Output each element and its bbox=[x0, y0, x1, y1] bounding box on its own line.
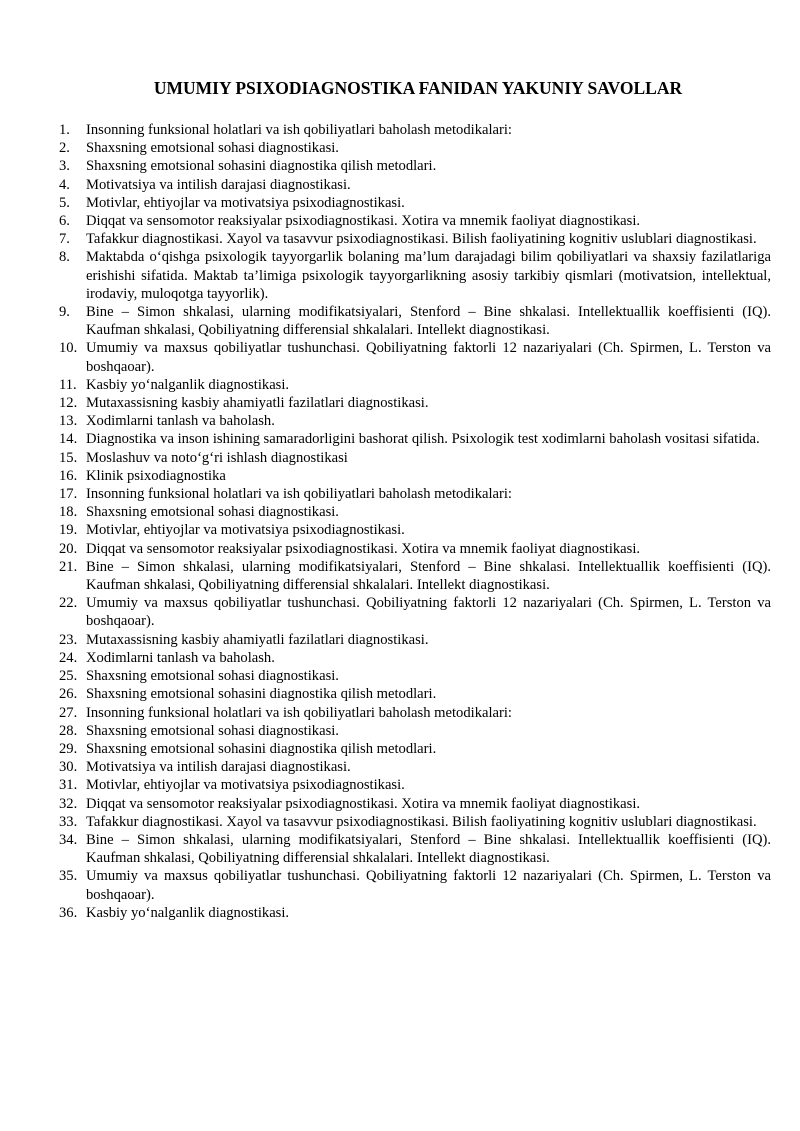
question-number: 18. bbox=[59, 504, 78, 521]
question-number: 4. bbox=[59, 176, 70, 193]
question-number: 7. bbox=[59, 231, 70, 248]
question-text: Tafakkur diagnostikasi. Xayol va tasavvur psixodiagnostikasi. Bilish faoliyatining kognitiv uslublari diagnostikasi. bbox=[86, 231, 757, 248]
question-item bbox=[59, 394, 771, 412]
question-item bbox=[59, 631, 771, 649]
question-item bbox=[59, 194, 771, 212]
question-number: 22. bbox=[59, 595, 78, 612]
question-item bbox=[59, 230, 771, 248]
question-item bbox=[59, 139, 771, 157]
question-number: 14. bbox=[59, 431, 78, 448]
question-item bbox=[59, 540, 771, 558]
question-number: 36. bbox=[59, 904, 78, 921]
question-item bbox=[59, 303, 771, 339]
question-text: Mutaxassisning kasbiy ahamiyatli fazilatlari diagnostikasi. bbox=[86, 631, 429, 648]
question-number: 27. bbox=[59, 704, 78, 721]
question-number: 17. bbox=[59, 486, 78, 503]
question-item bbox=[59, 558, 771, 594]
question-number: 15. bbox=[59, 449, 78, 466]
question-number: 21. bbox=[59, 558, 78, 575]
question-list bbox=[59, 121, 771, 922]
question-number: 29. bbox=[59, 740, 78, 757]
question-number: 11. bbox=[59, 376, 77, 393]
question-text: Diqqat va sensomotor reaksiyalar psixodiagnostikasi. Xotira va mnemik faoliyat diagnostikasi. bbox=[86, 540, 641, 557]
question-item bbox=[59, 740, 771, 758]
question-text: Umumiy va maxsus qobiliyatlar tushunchasi. Qobiliyatning faktorli 12 nazariyalari (Ch. Spirmen, L. Terston va boshqaoar). bbox=[86, 340, 771, 375]
question-text: Bine – Simon shkalasi, ularning modifikatsiyalari, Stenford – Bine shkalasi. Intellektuallik koeffisienti (IQ). Kaufman shkalasi, Qobiliyatning differensial shkalalari. Intellekt diagnostikasi. bbox=[86, 831, 771, 867]
question-number: 26. bbox=[59, 686, 78, 703]
question-item bbox=[59, 904, 771, 922]
question-text: Shaxsning emotsional sohasini diagnostika qilish metodlari. bbox=[86, 740, 437, 757]
question-text: Shaxsning emotsional sohasi diagnostikasi. bbox=[86, 140, 339, 157]
question-item bbox=[59, 758, 771, 776]
question-text: Motivlar, ehtiyojlar va motivatsiya psixodiagnostikasi. bbox=[86, 777, 405, 794]
question-number: 33. bbox=[59, 813, 78, 830]
question-item bbox=[59, 121, 771, 139]
question-text: Xodimlarni tanlash va baholash. bbox=[86, 649, 275, 666]
question-item bbox=[59, 485, 771, 503]
question-number: 20. bbox=[59, 540, 78, 557]
question-item bbox=[59, 430, 771, 448]
question-text: Kasbiy yo‘nalganlik diagnostikasi. bbox=[86, 904, 290, 921]
question-number: 6. bbox=[59, 213, 70, 230]
question-text: Klinik psixodiagnostika bbox=[86, 467, 226, 484]
question-text: Moslashuv va noto‘g‘ri ishlash diagnostikasi bbox=[86, 449, 348, 466]
question-item bbox=[59, 248, 771, 303]
question-text: Insonning funksional holatlari va ish qobiliyatlari baholash metodikalari: bbox=[86, 122, 512, 138]
question-item bbox=[59, 831, 771, 867]
question-number: 3. bbox=[59, 158, 70, 175]
question-item bbox=[59, 339, 771, 375]
question-number: 9. bbox=[59, 304, 70, 321]
question-item bbox=[59, 594, 771, 630]
question-text: Bine – Simon shkalasi, ularning modifikatsiyalari, Stenford – Bine shkalasi. Intellektuallik koeffisienti (IQ). Kaufman shkalasi, Qobiliyatning differensial shkalalari. Intellekt diagnostikasi. bbox=[86, 304, 771, 339]
question-number: 5. bbox=[59, 194, 70, 211]
question-item bbox=[59, 667, 771, 685]
question-item bbox=[59, 649, 771, 667]
question-item bbox=[59, 813, 771, 831]
question-text: Motivatsiya va intilish darajasi diagnostikasi. bbox=[86, 759, 351, 776]
question-number: 35. bbox=[59, 868, 78, 885]
question-number: 19. bbox=[59, 522, 78, 539]
question-item bbox=[59, 867, 771, 903]
question-number: 28. bbox=[59, 722, 78, 739]
question-text: Shaxsning emotsional sohasi diagnostikasi. bbox=[86, 668, 339, 685]
question-item bbox=[59, 685, 771, 703]
question-item bbox=[59, 467, 771, 485]
question-number: 24. bbox=[59, 649, 78, 666]
question-text: Umumiy va maxsus qobiliyatlar tushunchasi. Qobiliyatning faktorli 12 nazariyalari (Ch. Spirmen, L. Terston va boshqaoar). bbox=[86, 868, 771, 903]
question-item bbox=[59, 376, 771, 394]
question-text: Insonning funksional holatlari va ish qobiliyatlari baholash metodikalari: bbox=[86, 704, 512, 721]
question-number: 1. bbox=[59, 122, 70, 138]
question-text: Shaxsning emotsional sohasini diagnostika qilish metodlari. bbox=[86, 686, 437, 703]
question-item bbox=[59, 176, 771, 194]
question-item bbox=[59, 449, 771, 467]
question-text: Diqqat va sensomotor reaksiyalar psixodiagnostikasi. Xotira va mnemik faoliyat diagnostikasi. bbox=[86, 213, 641, 230]
question-number: 32. bbox=[59, 795, 78, 812]
document-title: UMUMIY PSIXODIAGNOSTIKA FANIDAN YAKUNIY SAVOLLAR bbox=[153, 78, 683, 98]
question-text: Shaxsning emotsional sohasi diagnostikasi. bbox=[86, 504, 339, 521]
question-text: Shaxsning emotsional sohasi diagnostikasi. bbox=[86, 722, 339, 739]
question-number: 16. bbox=[59, 467, 78, 484]
question-item bbox=[59, 776, 771, 794]
question-number: 31. bbox=[59, 777, 78, 794]
question-item bbox=[59, 503, 771, 521]
question-text: Diagnostika va inson ishining samaradorligini bashorat qilish. Psixologik test xodimlarni baholash vositasi sifatida. bbox=[86, 431, 760, 448]
question-number: 10. bbox=[59, 340, 78, 357]
question-text: Motivatsiya va intilish darajasi diagnostikasi. bbox=[86, 176, 351, 193]
question-number: 2. bbox=[59, 140, 70, 157]
question-number: 8. bbox=[59, 249, 70, 266]
question-item bbox=[59, 412, 771, 430]
question-text: Diqqat va sensomotor reaksiyalar psixodiagnostikasi. Xotira va mnemik faoliyat diagnostikasi. bbox=[86, 795, 641, 812]
question-number: 13. bbox=[59, 413, 78, 430]
question-text: Umumiy va maxsus qobiliyatlar tushunchasi. Qobiliyatning faktorli 12 nazariyalari (Ch. Spirmen, L. Terston va boshqaoar). bbox=[86, 595, 771, 630]
question-number: 30. bbox=[59, 759, 78, 776]
question-text: Motivlar, ehtiyojlar va motivatsiya psixodiagnostikasi. bbox=[86, 522, 405, 539]
question-text: Motivlar, ehtiyojlar va motivatsiya psixodiagnostikasi. bbox=[86, 194, 405, 211]
question-item bbox=[59, 722, 771, 740]
question-item bbox=[59, 212, 771, 230]
question-item bbox=[59, 704, 771, 722]
question-number: 34. bbox=[59, 831, 78, 848]
question-number: 12. bbox=[59, 395, 78, 412]
question-text: Tafakkur diagnostikasi. Xayol va tasavvur psixodiagnostikasi. Bilish faoliyatining kognitiv uslublari diagnostikasi. bbox=[86, 813, 757, 830]
question-text: Shaxsning emotsional sohasini diagnostika qilish metodlari. bbox=[86, 158, 437, 175]
question-text: Mutaxassisning kasbiy ahamiyatli fazilatlari diagnostikasi. bbox=[86, 395, 429, 412]
question-item bbox=[59, 795, 771, 813]
question-text: Insonning funksional holatlari va ish qobiliyatlari baholash metodikalari: bbox=[86, 486, 512, 503]
question-text: Maktabda o‘qishga psixologik tayyorgarlik bolaning ma’lum darajadagi bilim qobiliyatlari va shaxsiy fazilatlariga erishishi sifatida. Maktab ta’limiga psixologik tayyorgarlikning asosiy tarkibiy qismlari (motivatsion, intellektual, irodaviy, muloqotga tayyorlik). bbox=[86, 249, 771, 302]
question-number: 25. bbox=[59, 668, 78, 685]
question-text: Kasbiy yo‘nalganlik diagnostikasi. bbox=[86, 376, 290, 393]
question-number: 23. bbox=[59, 631, 78, 648]
question-text: Bine – Simon shkalasi, ularning modifikatsiyalari, Stenford – Bine shkalasi. Intellektuallik koeffisienti (IQ). Kaufman shkalasi, Qobiliyatning differensial shkalalari. Intellekt diagnostikasi. bbox=[86, 558, 771, 594]
question-item bbox=[59, 521, 771, 539]
question-text: Xodimlarni tanlash va baholash. bbox=[86, 413, 275, 430]
question-item bbox=[59, 157, 771, 175]
